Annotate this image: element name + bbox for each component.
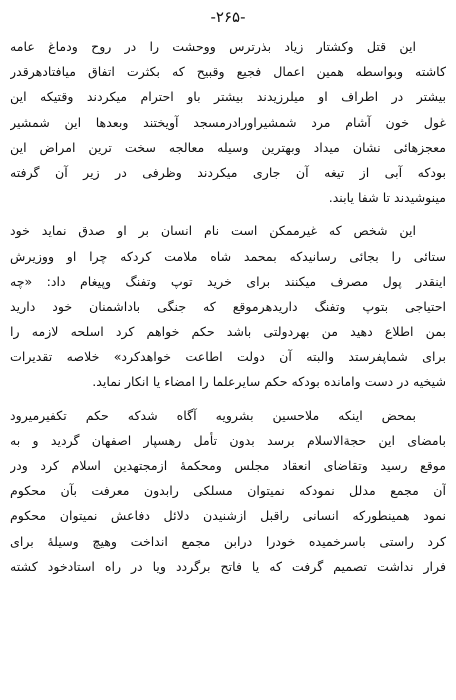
- text-line: کاشته وبواسطه همین اعمال فجیع وقبیح که بکثرت اتفاق میافتادهرقدر: [10, 64, 446, 80]
- text-line: احتیاجی بتوپ وتفنگ داریدهرموقع که جنگی باداشمنان خود دارید: [10, 298, 446, 314]
- text-line: فرار نداشت تصمیم گرفت که یا فاتح برگردد ویا در راه استادخود کشته: [10, 558, 446, 574]
- text-line: ستائی را بجائی رسانیدکه بمحمد شاه ملامت کردکه چرا او ووزیرش: [10, 248, 446, 264]
- text-line: بمحض اینکه ملاحسین بشرویه آگاه شدکه حکم تکفیرمیرود: [10, 407, 416, 423]
- text-line: برای شماپفرستد والبته آن دولت اطاعت خواهدکرد» خلاصه تقدیرات: [10, 349, 446, 365]
- paragraph-2: [10, 218, 446, 394]
- text-line: موقع رسید وتقاضای انعقاد مجلس ومحکمهٔ ازمجتهدین اسلام کرد ودر: [10, 458, 446, 473]
- text-line: نمود همینطورکه انسانی راقبل ازشنیدن دلائل دفاعش نمیتوان محکوم: [10, 508, 446, 524]
- text-line: این قتل وکشتار زیاد بذرترس ووحشت را در روح ودماغ عامه: [10, 39, 416, 54]
- text-line: معجزهائی نشان میداد وبهترین وسیله معالجه سخت ترین امراض این: [10, 139, 446, 155]
- text-line: بمن اطلاع دهید من بهردولتی باشد حکم خواهم کرد اسلحه لازمه را: [10, 324, 446, 340]
- text-line: غول خون آشام مرد شمشیراورادرمسجد آویختند وبعدها این شمشیر: [10, 114, 446, 130]
- text-line: این شخص که غیرممکن است نام انسان بر او صدق نماید خود: [10, 223, 416, 239]
- body-text: [10, 34, 446, 579]
- text-line: شیخیه در دست وامانده بودکه حکم سایرعلما را امضاء یا انکار نماید.: [92, 374, 446, 390]
- text-line: بامضای این حجةالاسلام برسد بدون تأمل رهسپار اصفهان گردید و به: [10, 432, 446, 448]
- paragraph-3: [10, 403, 446, 579]
- text-line: بودکه آبی از تیغه آن جاری میکردند وظرفی در زیر آن گرفته: [10, 164, 446, 180]
- text-line: مینوشیدند تا شفا یابند.: [328, 190, 446, 206]
- page-number: -۲۶۵-: [210, 8, 246, 26]
- text-line: اینقدر پول مصرف میکنند برای خرید توپ وتفنگ وپیغام داد: «چه: [10, 273, 446, 289]
- paragraph-1: [10, 34, 446, 210]
- text-line: کرد راستی باسرخمیده خودرا درابن مجمع انداخت وهیچ وسیلهٔ برای: [10, 533, 446, 549]
- text-line: آن مجمع مدلل نمودکه نمیتوان مسلکی رابدون معرفت بآن محکوم: [10, 483, 446, 499]
- text-line: بیشتر در اطراف او میلرزیدند بیشتر باو احترام میکردند وقتیکه این: [10, 89, 446, 105]
